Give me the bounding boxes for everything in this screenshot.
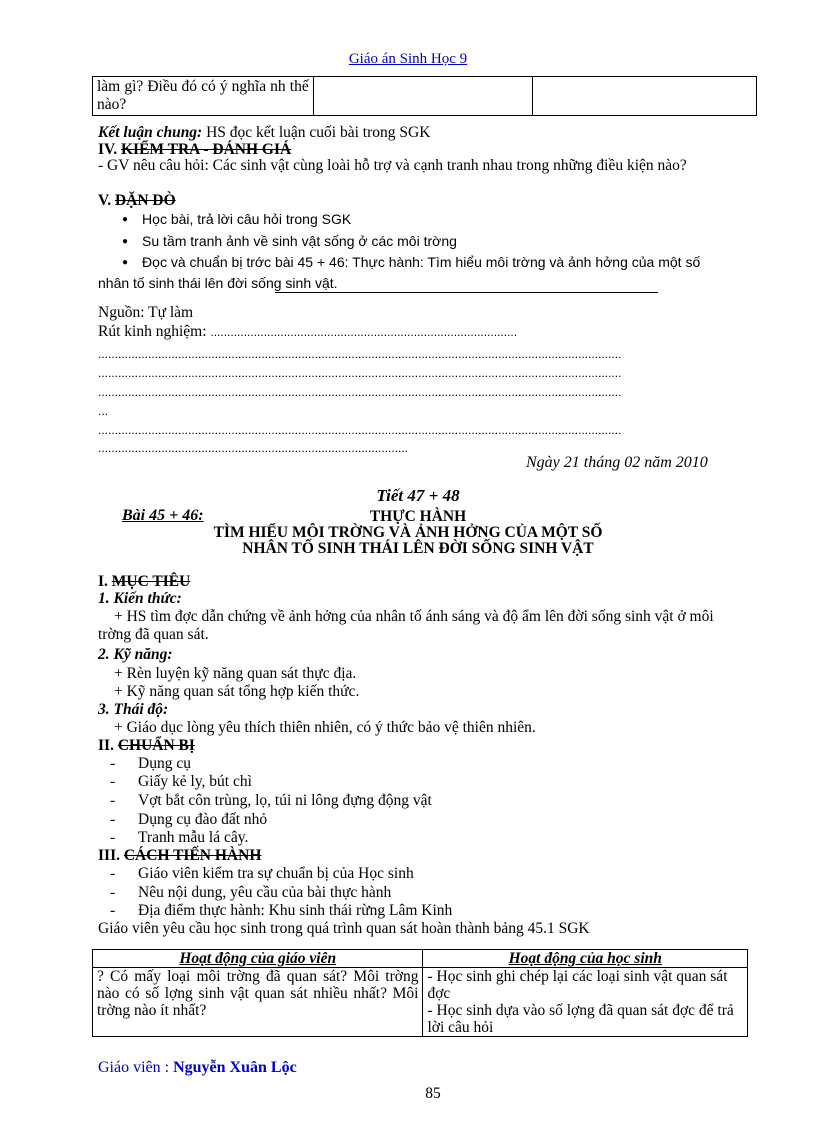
section-i-heading: I. MỤC TIÊU — [98, 573, 191, 590]
teacher-activity-header: Hoạt động của giáo viên — [93, 950, 423, 968]
lesson-title-line1: TÌM HIỂU MÔI TRỜNG VÀ ẢNH HỞNG CỦA MỘT SỐ — [213, 524, 603, 541]
dotted-line: ............................................................................................. — [98, 441, 409, 455]
conclusion-text: HS đọc kết luận cuối bài trong SGK — [206, 124, 431, 141]
section-iii-heading: III. CÁCH TIẾN HÀNH — [98, 847, 262, 864]
dotted-line: ............................................................................................................................................................. — [98, 423, 622, 437]
homework-item: ● Đọc và chuẩn bị trớc bài 45 + 46: Thực hành: Tìm hiểu môi trờng và ảnh hởng của một số nhân tố sinh thái lên đời sống sinh vật. — [98, 254, 701, 291]
lesson-date: Ngày 21 tháng 02 năm 2010 — [526, 454, 708, 471]
skill-item: + Rèn luyện kỹ năng quan sát thực địa. — [114, 665, 357, 682]
procedure-item: - Địa điểm thực hành: Khu sinh thái rừng Lâm Kinh — [110, 902, 452, 920]
procedure-item: - Nêu nội dung, yêu cầu của bài thực hành — [110, 884, 391, 902]
dotted-line: ... — [98, 404, 109, 418]
procedure-intro: Giáo viên yêu cầu học sinh trong quá trình quan sát hoàn thành bảng 45.1 SGK — [98, 920, 590, 937]
materials-item: - Vợt bắt côn trùng, lọ, túi ni lông đựng động vật — [110, 792, 432, 810]
skills-label: 2. Kỹ năng: — [98, 646, 173, 663]
materials-item: - Dụng cụ đào đất nhỏ — [110, 811, 267, 829]
table-cell: làm gì? Điều đó có ý nghĩa nh thế nào? — [93, 77, 314, 116]
teacher-name: Nguyễn Xuân Lộc — [173, 1059, 297, 1076]
footer-teacher: Giáo viên : Nguyễn Xuân Lộc — [98, 1059, 297, 1076]
homework-item: ● Su tầm tranh ảnh về sinh vật sống ở các môi trờng — [122, 232, 457, 253]
teacher-activity-cell: ? Có mấy loại môi trờng đã quan sát? Môi trờng nào có số lợng sinh vật quan sát nhiều nhất? Môi trờng nào ít nhất? — [93, 968, 423, 1037]
lesson-period: Tiết 47 + 48 — [376, 486, 460, 505]
attitude-label: 3. Thái độ: — [98, 701, 169, 718]
student-activity-cell: - Học sinh ghi chép lại các loại sinh vật quan sát đợc - Học sinh dựa vào số lợng đã quan sát đợc để trả lời câu hỏi — [423, 968, 748, 1037]
attitude-text: + Giáo dục lòng yêu thích thiên nhiên, có ý thức bảo vệ thiên nhiên. — [114, 719, 536, 736]
activity-table — [92, 949, 748, 1037]
materials-item: - Tranh mẫu lá cây. — [110, 829, 248, 847]
general-conclusion — [98, 124, 758, 142]
source-label: Nguồn: Tự làm — [98, 304, 194, 321]
lesson-title-line2: NHÂN TỐ SINH THÁI LÊN ĐỜI SỐNG SINH VẬT — [242, 540, 594, 557]
page-number: 85 — [425, 1085, 441, 1102]
section-v-heading: V. DẶN DÒ — [98, 192, 176, 209]
knowledge-text: + HS tìm đợc dẫn chứng về ảnh hởng của nhân tố ánh sáng và độ ẩm lên đời sống sinh vật ở môi trờng đã quan sát. — [98, 608, 714, 643]
continuation-table — [92, 76, 757, 116]
section-iv-text: - GV nêu câu hỏi: Các sinh vật cùng loài hỗ trợ và cạnh tranh nhau trong những điều kiện nào? — [98, 157, 687, 174]
page-header-title: Giáo án Sinh Học 9 — [348, 51, 468, 67]
divider — [275, 292, 658, 293]
table-cell — [313, 77, 533, 116]
dotted-line: ............................................................................................................................................................. — [98, 347, 622, 361]
experience-line: Rút kinh nghiệm: ............................................................................................ — [98, 323, 518, 340]
procedure-item: - Giáo viên kiểm tra sự chuẩn bị của Học sinh — [110, 865, 414, 883]
skill-item: + Kỹ năng quan sát tổng hợp kiến thức. — [114, 683, 360, 700]
materials-item: - Giấy kẻ ly, bút chì — [110, 773, 252, 791]
section-ii-heading: II. CHUẨN BỊ — [98, 737, 195, 754]
section-iv-heading: IV. KIỂM TRA - ĐÁNH GIÁ — [98, 141, 292, 158]
lesson-type: THỰC HÀNH — [369, 508, 467, 525]
student-activity-header: Hoạt động của học sinh — [423, 950, 748, 968]
materials-item: - Dụng cụ — [110, 755, 191, 773]
dotted-line: ............................................................................................................................................................. — [98, 385, 622, 399]
homework-item: ● Học bài, trả lời câu hỏi trong SGK — [122, 210, 351, 231]
lesson-number: Bài 45 + 46: — [122, 507, 204, 524]
conclusion-label: Kết luận chung: — [98, 124, 203, 141]
table-cell — [533, 77, 757, 116]
knowledge-label: 1. Kiến thức: — [98, 590, 182, 607]
dotted-line: ............................................................................................................................................................. — [98, 366, 622, 380]
